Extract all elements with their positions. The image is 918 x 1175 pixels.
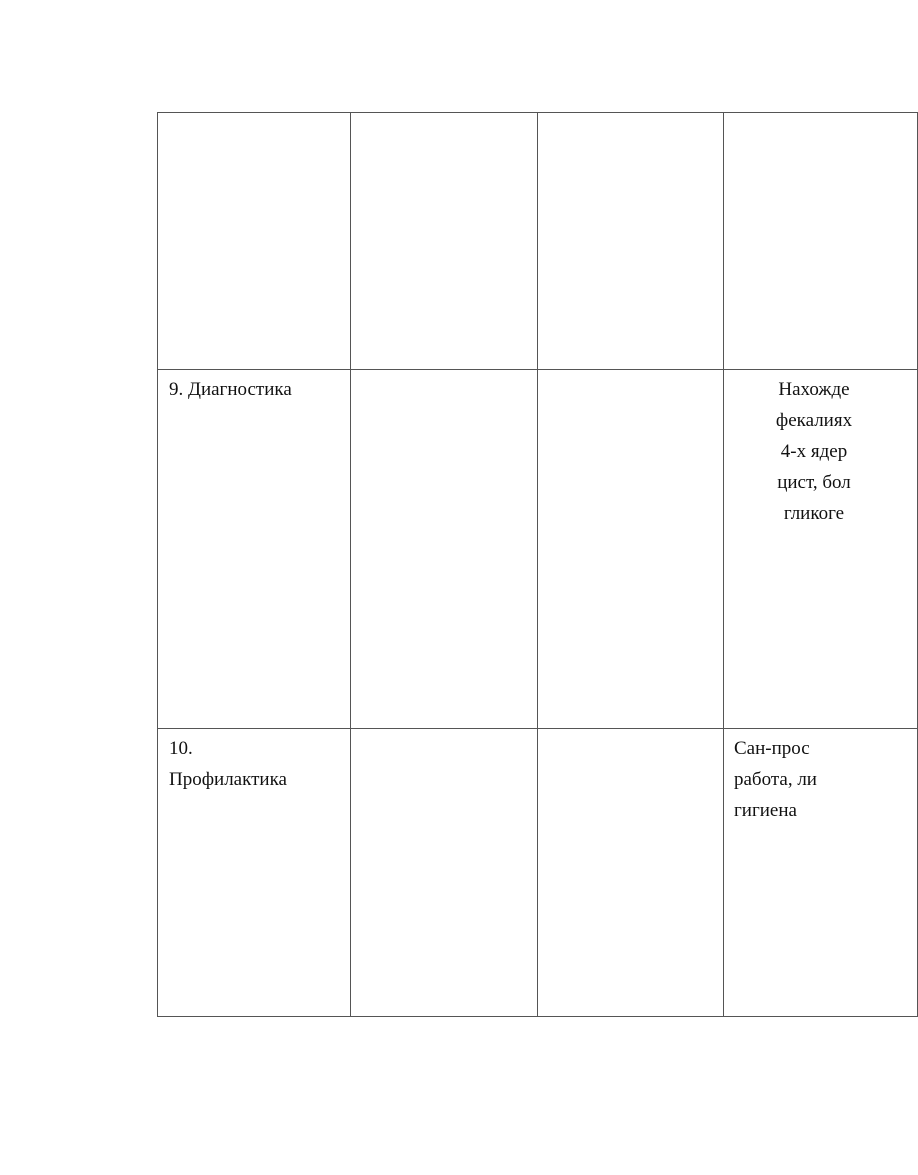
text-line: цист, бол	[777, 472, 851, 493]
table-cell	[724, 729, 918, 1017]
document-table-container	[157, 112, 853, 1016]
row-label-prophylaxis	[158, 729, 350, 795]
row-label-diagnostics: 9. Диагностика	[169, 379, 292, 400]
text-line: гигиена	[734, 800, 797, 821]
table-cell	[538, 370, 724, 729]
text-line: гликоге	[783, 503, 845, 524]
table-row	[158, 113, 918, 370]
diagnostics-description	[724, 370, 904, 529]
table-row	[158, 729, 918, 1017]
text-line: Нахожде	[778, 379, 850, 400]
table-cell	[724, 113, 918, 370]
document-table	[157, 112, 918, 1017]
table-cell	[158, 113, 351, 370]
text-line: Сан-прос	[734, 738, 810, 759]
table-cell	[158, 729, 351, 1017]
text-line: 10.	[169, 738, 193, 759]
table-cell	[724, 370, 918, 729]
table-row	[158, 370, 918, 729]
prophylaxis-description	[724, 729, 917, 826]
table-cell	[351, 370, 538, 729]
table-cell	[538, 113, 724, 370]
table-cell	[351, 729, 538, 1017]
text-line: Профилактика	[169, 769, 287, 790]
table-cell	[538, 729, 724, 1017]
text-line: фекалиях	[775, 410, 853, 431]
table-cell	[351, 113, 538, 370]
table-cell	[158, 370, 351, 729]
text-line: работа, ли	[734, 769, 817, 790]
text-line: 4-х ядер	[780, 441, 848, 462]
